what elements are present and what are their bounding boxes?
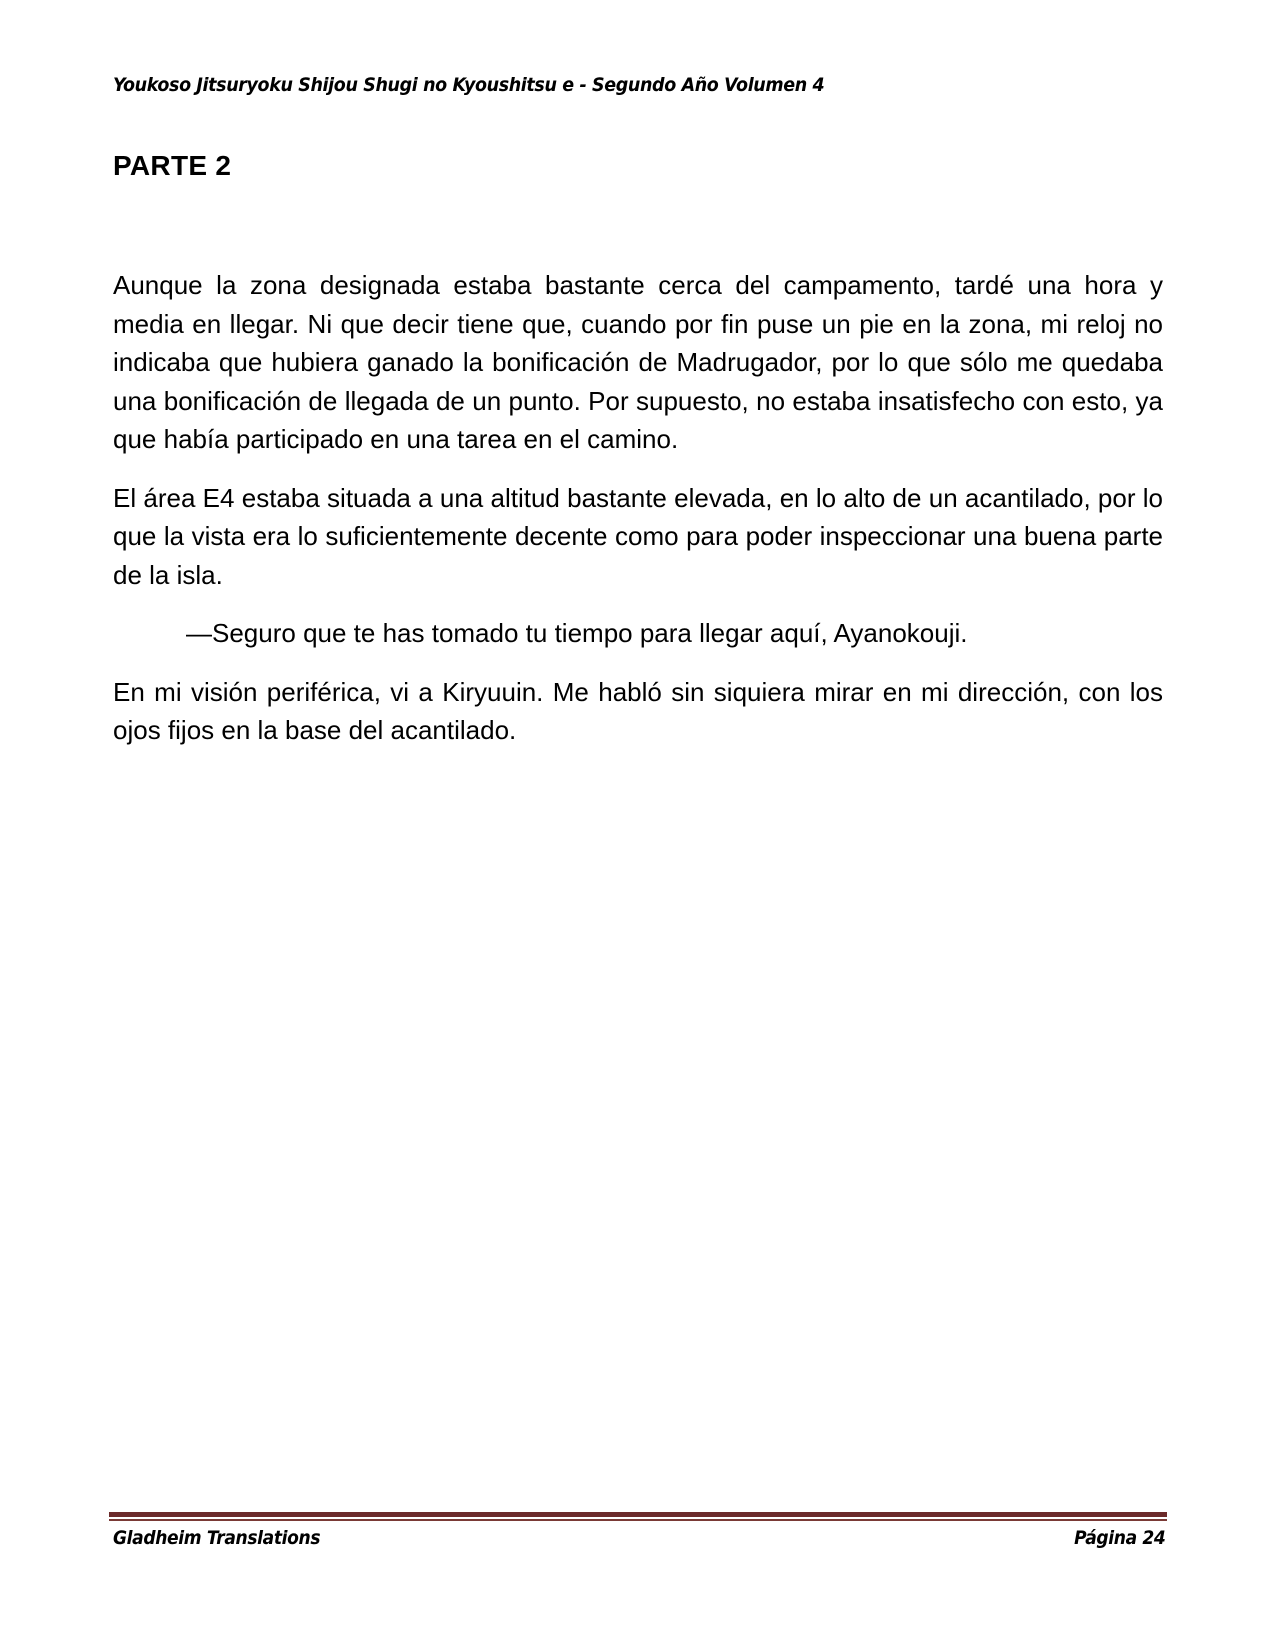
footer-divider-thick: [109, 1512, 1167, 1517]
footer-publisher: Gladheim Translations: [113, 1527, 321, 1549]
section-title: PARTE 2: [113, 150, 232, 181]
dialogue-line: —Seguro que te has tomado tu tiempo para llegar aquí, Ayanokouji.: [186, 618, 968, 648]
running-header-title: Youkoso Jitsuryoku Shijou Shugi no Kyoushitsu e - Segundo Año Volumen 4: [113, 74, 825, 96]
footer-divider-thin: [109, 1519, 1167, 1521]
paragraph: Aunque la zona designada estaba bastante cerca del campamento, tardé una hora y media en llegar. Ni que decir tiene que, cuando por fin puse un pie en la zona, mi reloj no indicaba que hubiera ganado la bonificación de Madrugador, por lo que sólo me quedaba una bonificación de llegada de un punto. Por supuesto, no estaba insatisfecho con esto, ya que había participado en una tarea en el camino.: [113, 270, 1163, 454]
paragraph: En mi visión periférica, vi a Kiryuuin. Me habló sin siquiera mirar en mi dirección, con los ojos fijos en la base del acantilado.: [113, 676, 1163, 745]
footer-page-number: Página 24: [1073, 1527, 1165, 1549]
body-text: [113, 266, 1163, 770]
paragraph: El área E4 estaba situada a una altitud bastante elevada, en lo alto de un acantilado, por lo que la vista era lo suficientemente decente como para poder inspeccionar una buena parte de la isla.: [113, 482, 1163, 590]
